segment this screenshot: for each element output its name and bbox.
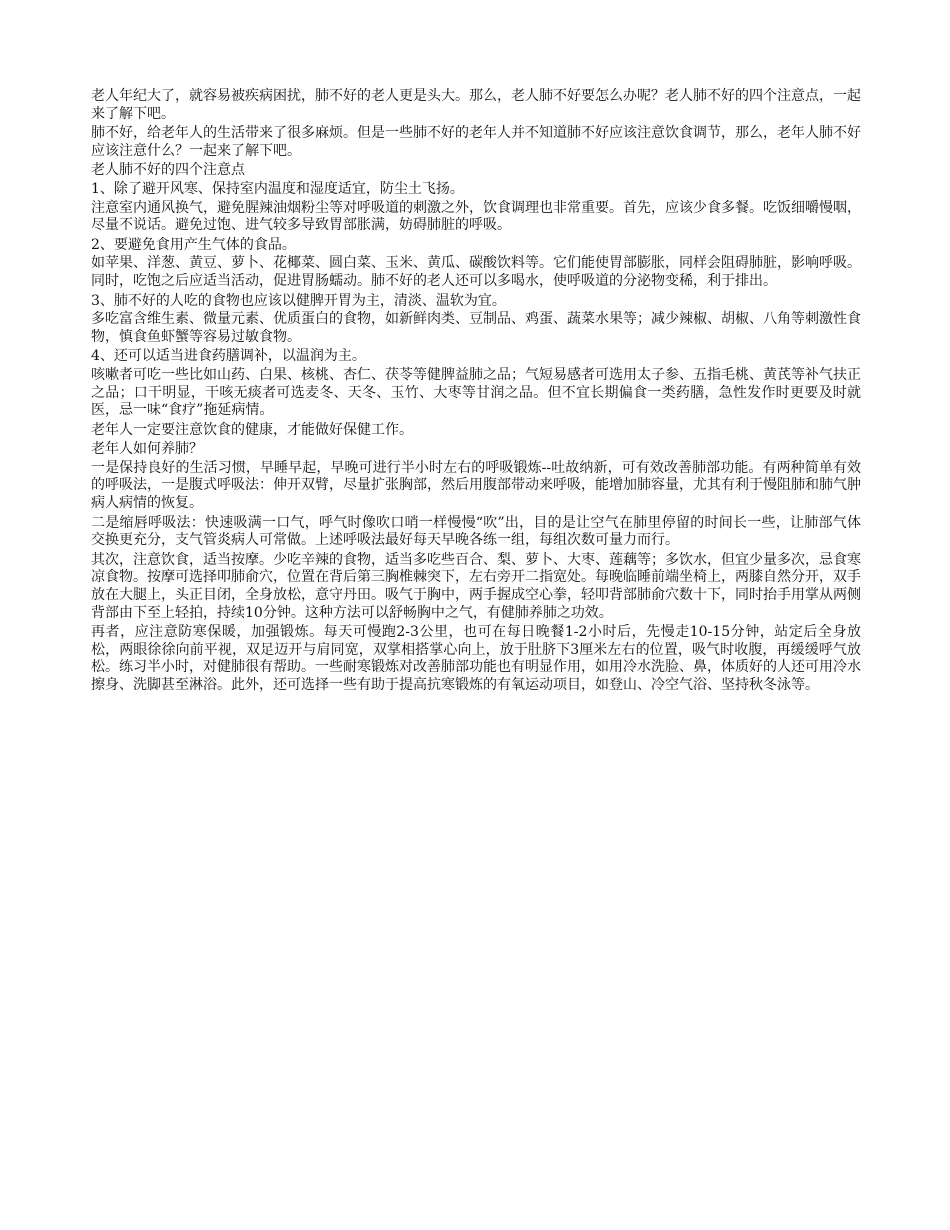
document-page [91,88,861,697]
body-paragraph: 多吃富含维生素、微量元素、优质蛋白的食物，如新鲜肉类、豆制品、鸡蛋、蔬菜水果等；减少辣椒、胡椒、八角等刺激性食物，慎食鱼虾蟹等容易过敏食物。 [91,311,861,345]
body-paragraph: 老年人一定要注意饮食的健康，才能做好保健工作。 [91,421,413,438]
section-heading: 老年人如何养肺？ [91,441,203,458]
body-paragraph: 咳嗽者可吃一些比如山药、白果、核桃、杏仁、茯苓等健脾益肺之品；气短易感者可选用太子参、五指毛桃、黄芪等补气扶正之品；口干明显，干咳无痰者可选麦冬、天冬、玉竹、大枣等甘润之品。但不宜长期偏食一类药膳，急性发作时更要及时就医，忌一味“食疗”拖延病情。 [91,366,861,419]
intro-paragraph: 老人年纪大了，就容易被疾病困扰，肺不好的老人更是头大。那么，老人肺不好要怎么办呢？老人肺不好的四个注意点，一起来了解下吧。 [91,88,861,122]
intro-paragraph: 肺不好，给老年人的生活带来了很多麻烦。但是一些肺不好的老年人并不知道肺不好应该注意饮食调节，那么，老年人肺不好应该注意什么？一起来了解下吧。 [91,125,861,159]
point-heading: 2、要避免食用产生气体的食品。 [91,236,296,253]
section-heading: 老人肺不好的四个注意点 [91,162,245,179]
body-paragraph: 一是保持良好的生活习惯，早睡早起，早晚可进行半小时左右的呼吸锻炼--吐故纳新，可有效改善肺部功能。有两种简单有效的呼吸法，一是腹式呼吸法：伸开双臂，尽量扩张胸部，然后用腹部带动来呼吸，能增加肺容量，尤其有利于慢阻肺和肺气肿病人病情的恢复。 [91,459,861,512]
body-paragraph: 再者，应注意防寒保暖，加强锻炼。每天可慢跑2-3公里，也可在每日晚餐1-2小时后，先慢走10-15分钟，站定后全身放松，两眼徐徐向前平视，双足迈开与肩同宽，双掌相搭掌心向上，放于肚脐下3厘米左右的位置，吸气时收腹，再缓缓呼气放松。练习半小时，对健肺很有帮助。一些耐寒锻炼对改善肺部功能也有明显作用，如用冷水洗脸、鼻，体质好的人还可用冷水擦身、洗脚甚至淋浴。此外，还可选择一些有助于提高抗寒锻炼的有氧运动项目，如登山、冷空气浴、坚持秋冬泳等。 [91,624,861,693]
body-paragraph: 注意室内通风换气，避免腥辣油烟粉尘等对呼吸道的刺激之外，饮食调理也非常重要。首先，应该少食多餐。吃饭细嚼慢咽，尽量不说话。避免过饱、进气较多导致胃部胀满，妨碍肺脏的呼吸。 [91,199,861,234]
body-paragraph: 二是缩唇呼吸法：快速吸满一口气，呼气时像吹口哨一样慢慢“吹”出，目的是让空气在肺里停留的时间长一些，让肺部气体交换更充分，支气管炎病人可常做。上述呼吸法最好每天早晚各练一组，每组次数可量力而行。 [91,514,861,549]
body-paragraph: 如苹果、洋葱、黄豆、萝卜、花椰菜、圆白菜、玉米、黄瓜、碳酸饮料等。它们能使胃部膨胀，同样会阻碍肺脏，影响呼吸。同时，吃饱之后应适当活动，促进胃肠蠕动。肺不好的老人还可以多喝水，使呼吸道的分泌物变稀，利于排出。 [91,255,861,289]
point-heading: 1、除了避开风寒、保持室内温度和湿度适宜，防尘土飞扬。 [91,180,464,197]
point-heading: 4、还可以适当进食药膳调补，以温润为主。 [91,348,366,365]
point-heading: 3、肺不好的人吃的食物也应该以健脾开胃为主，清淡、温软为宜。 [91,292,506,309]
body-paragraph: 其次，注意饮食，适当按摩。少吃辛辣的食物，适当多吃些百合、梨、萝卜、大枣、莲藕等；多饮水，但宜少量多次，忌食寒凉食物。按摩可选择叩肺俞穴，位置在背后第三胸椎棘突下，左右旁开二指宽处。每晚临睡前端坐椅上，两膝自然分开，双手放在大腿上，头正目闭，全身放松，意守丹田。吸气于胸中，两手握成空心拳，轻叩背部肺俞穴数十下，同时抬手用掌从两侧背部由下至上轻拍，持续10分钟。这种方法可以舒畅胸中之气，有健肺养肺之功效。 [91,551,861,621]
